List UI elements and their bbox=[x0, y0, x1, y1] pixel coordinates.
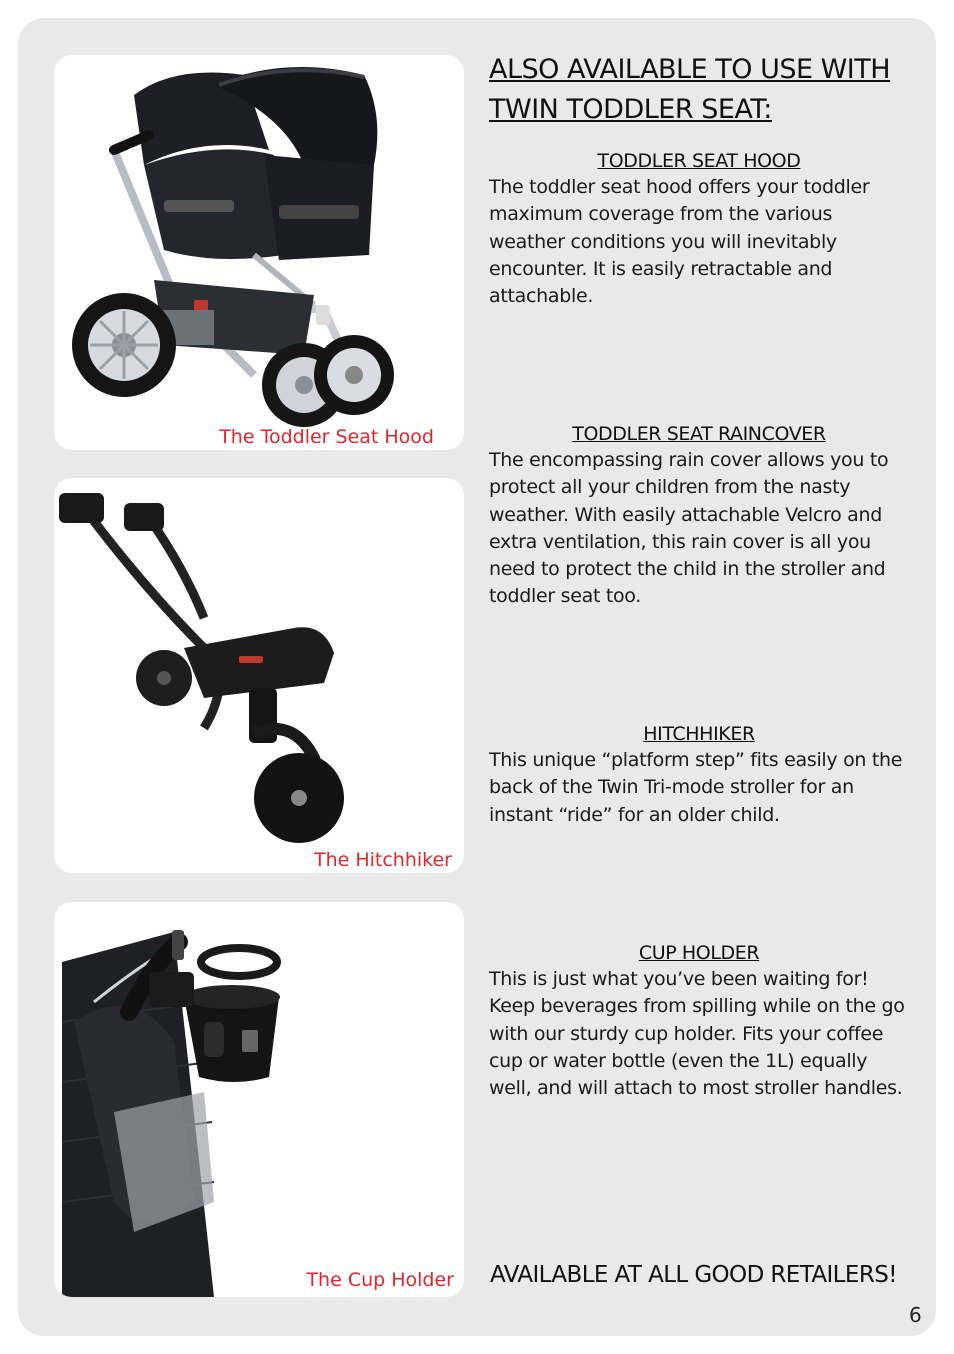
toddler-seat-hood-caption: The Toddler Seat Hood bbox=[219, 426, 434, 448]
retailers-note: AVAILABLE AT ALL GOOD RETAILERS! bbox=[490, 1262, 897, 1288]
hitchhiker-photo bbox=[54, 478, 464, 873]
page-number: 6 bbox=[909, 1303, 922, 1327]
hitchhiker-panel bbox=[54, 478, 464, 873]
cup-holder-title: CUP HOLDER bbox=[638, 942, 760, 964]
stroller-photo bbox=[54, 55, 464, 450]
cup-holder-caption: The Cup Holder bbox=[306, 1269, 454, 1291]
cup-holder-text: This is just what you’ve been waiting for! Keep beverages from spilling while on the go with our sturdy cup holder. Fits your coffee cup or water bottle (even the 1L) equally well, and will attach to most stroller handles. bbox=[489, 968, 905, 1100]
toddler-seat-raincover-section bbox=[489, 421, 909, 611]
toddler-seat-hood-panel bbox=[54, 55, 464, 450]
hitchhiker-title: HITCHHIKER bbox=[643, 723, 755, 745]
toddler-seat-hood-section bbox=[489, 148, 909, 310]
toddler-seat-hood-title: TODDLER SEAT HOOD bbox=[597, 150, 801, 172]
cup-holder-photo bbox=[54, 902, 464, 1297]
toddler-seat-raincover-text: The encompassing rain cover allows you to protect all your children from the nasty weather. With easily attachable Velcro and extra ventilation, this rain cover is all you need to protect the child in the stroller and toddler seat too. bbox=[489, 449, 889, 608]
toddler-seat-hood-text: The toddler seat hood offers your toddler maximum coverage from the various weather conditions you will inevitably encounter. It is easily retractable and attachable. bbox=[489, 176, 870, 308]
hitchhiker-caption: The Hitchhiker bbox=[313, 849, 452, 871]
cup-holder-panel bbox=[54, 902, 464, 1297]
hitchhiker-section bbox=[489, 721, 909, 829]
page-heading: ALSO AVAILABLE TO USE WITH TWIN TODDLER SEAT: bbox=[489, 54, 891, 125]
hitchhiker-text: This unique “platform step” fits easily on the back of the Twin Tri-mode stroller for an instant “ride” for an older child. bbox=[489, 749, 903, 826]
toddler-seat-raincover-title: TODDLER SEAT RAINCOVER bbox=[572, 423, 826, 445]
cup-holder-section bbox=[489, 940, 909, 1102]
